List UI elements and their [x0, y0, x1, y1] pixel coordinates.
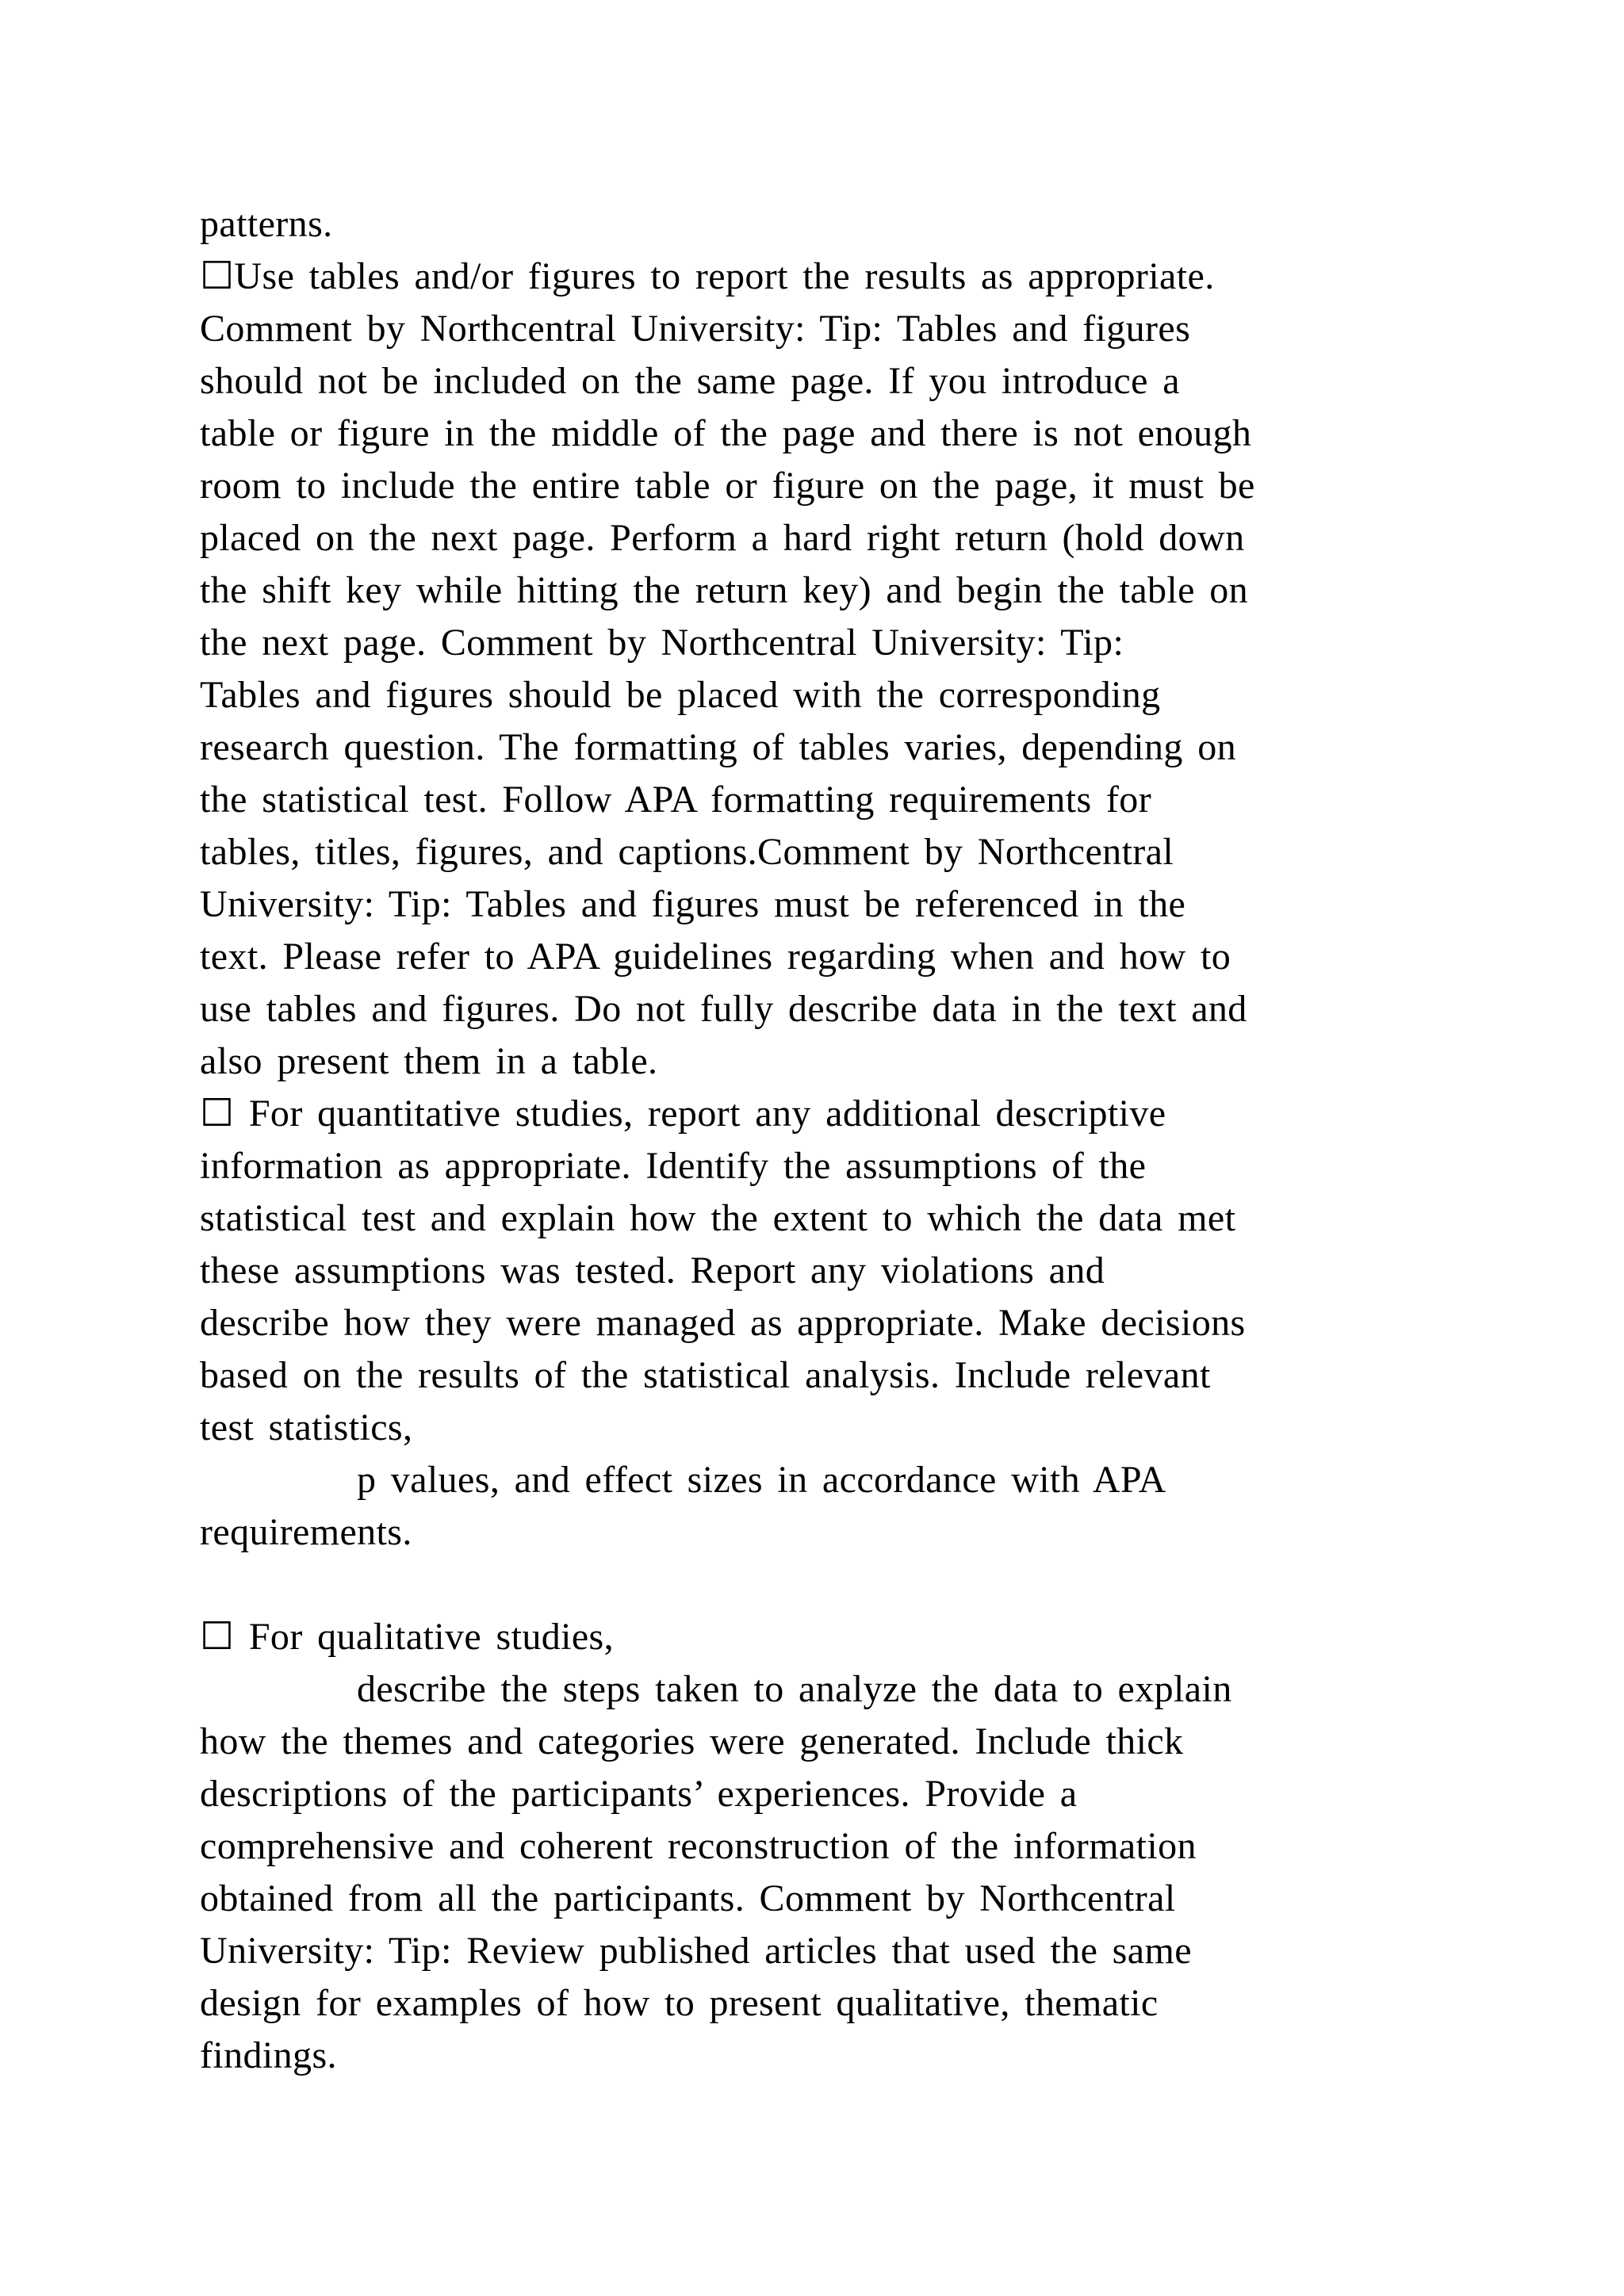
- comment-line: should not be included on the same page. If you introduce a: [200, 360, 1180, 402]
- comment-line: obtained from all the participants. Comment by Northcentral: [200, 1877, 1176, 1919]
- text-line: descriptions of the participants’ experiences. Provide a: [200, 1773, 1078, 1815]
- text-line: patterns.: [200, 203, 333, 245]
- text-line: these assumptions was tested. Report any violations and: [200, 1249, 1105, 1292]
- text-line: test statistics,: [200, 1406, 413, 1448]
- comment-line: Tables and figures should be placed with the corresponding: [200, 674, 1161, 716]
- checklist-item-qualitative: ☐ For qualitative studies,: [200, 1616, 615, 1658]
- comment-line: placed on the next page. Perform a hard right return (hold down: [200, 517, 1245, 559]
- text-line: information as appropriate. Identify the assumptions of the: [200, 1145, 1147, 1187]
- comment-line: table or figure in the middle of the page and there is not enough: [200, 412, 1252, 454]
- text-line: describe how they were managed as appropriate. Make decisions: [200, 1302, 1246, 1344]
- checklist-item-tables-figures: ☐Use tables and/or figures to report the results as appropriate.: [200, 255, 1215, 297]
- comment-line: University: Tip: Review published articles that used the same: [200, 1930, 1192, 1972]
- comment-line: text. Please refer to APA guidelines regarding when and how to: [200, 936, 1231, 978]
- text-line: comprehensive and coherent reconstruction of the information: [200, 1825, 1197, 1867]
- text-line: based on the results of the statistical analysis. Include relevant: [200, 1354, 1211, 1396]
- comment-line: use tables and figures. Do not fully describe data in the text and: [200, 988, 1247, 1030]
- comment-line: Comment by Northcentral University: Tip: Tables and figures: [200, 308, 1191, 350]
- comment-line: research question. The formatting of tables varies, depending on: [200, 726, 1236, 768]
- text-line: statistical test and explain how the extent to which the data met: [200, 1197, 1236, 1239]
- text-line-indented: p values, and effect sizes in accordance with APA: [357, 1459, 1166, 1501]
- comment-line: University: Tip: Tables and figures must be referenced in the: [200, 883, 1186, 925]
- comment-line: design for examples of how to present qualitative, thematic: [200, 1982, 1159, 2024]
- comment-line: the statistical test. Follow APA formatting requirements for: [200, 779, 1152, 821]
- text-line: requirements.: [200, 1511, 412, 1553]
- comment-line: findings.: [200, 2034, 337, 2076]
- text-line-indented: describe the steps taken to analyze the data to explain: [357, 1668, 1232, 1710]
- comment-line: also present them in a table.: [200, 1040, 658, 1082]
- comment-line: the next page. Comment by Northcentral University: Tip:: [200, 622, 1124, 664]
- checklist-item-quantitative: ☐ For quantitative studies, report any additional descriptive: [200, 1093, 1166, 1135]
- text-line: how the themes and categories were generated. Include thick: [200, 1720, 1184, 1762]
- comment-line: the shift key while hitting the return key) and begin the table on: [200, 569, 1249, 611]
- comment-line: room to include the entire table or figure on the page, it must be: [200, 465, 1255, 507]
- comment-line: tables, titles, figures, and captions.Comment by Northcentral: [200, 831, 1174, 873]
